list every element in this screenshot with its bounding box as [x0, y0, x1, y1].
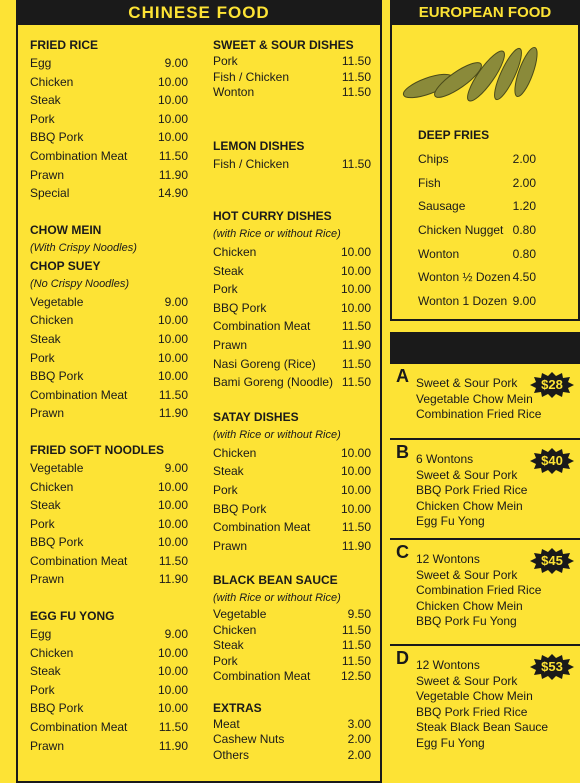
section-heading: BLACK BEAN SAUCE	[213, 573, 338, 588]
menu-item-price: 11.90	[341, 338, 371, 353]
menu-item-price: 10.00	[157, 313, 188, 328]
set-price: $28	[541, 377, 563, 392]
menu-item	[213, 669, 371, 685]
menu-item	[418, 243, 536, 267]
menu-item-price: 10.00	[340, 501, 371, 516]
menu-item	[418, 195, 536, 219]
menu-item-name: Steak	[213, 464, 244, 479]
menu-item-name: Combination Meat	[30, 720, 128, 735]
menu-item-price: 11.50	[341, 319, 371, 334]
menu-item-price: 10.00	[157, 93, 188, 108]
section-heading: EGG FU YONG	[30, 609, 115, 624]
set-item: Sweet & Sour Pork	[416, 567, 518, 582]
menu-item-price: 9.00	[164, 460, 188, 475]
menu-item-name: Special	[30, 186, 70, 201]
menu-item	[30, 386, 188, 405]
set-items	[416, 658, 548, 751]
fried-food-image	[398, 38, 548, 108]
menu-item	[30, 515, 188, 534]
menu-item	[213, 317, 371, 336]
menu-item	[213, 70, 371, 86]
menu-item-price: 3.00	[347, 716, 371, 731]
menu-item-name: Wonton	[213, 85, 255, 99]
menu-item-name: Vegetable	[30, 294, 84, 309]
menu-item	[213, 336, 371, 355]
menu-item-name: Combination Meat	[30, 553, 128, 568]
menu-item	[418, 172, 536, 196]
menu-item-name: Steak	[30, 93, 61, 108]
menu-item-name: Combination Meat	[30, 148, 128, 163]
menu-item-price: 11.90	[158, 406, 188, 421]
menu-item	[213, 481, 371, 500]
set-menu-c	[390, 538, 580, 644]
menu-item-name: Pork	[213, 653, 238, 668]
menu-item-name: Pork	[213, 282, 238, 297]
menu-item-price: 11.50	[341, 85, 371, 99]
menu-item-name: Prawn	[30, 406, 65, 421]
menu-item	[30, 718, 188, 737]
menu-item	[213, 623, 371, 639]
menu-item-name: Prawn	[30, 167, 65, 182]
menu-item-price: 9.00	[164, 627, 188, 642]
menu-item-name: Pork	[30, 516, 55, 531]
menu-item-price: 2.00	[512, 175, 536, 190]
menu-item-price: 11.50	[158, 148, 188, 163]
set-menu-a	[390, 362, 580, 438]
menu-item	[30, 349, 188, 368]
menu-item-price: 10.00	[157, 682, 188, 697]
menu-item	[30, 311, 188, 330]
menu-item	[30, 91, 188, 110]
menu-item-price: 10.00	[157, 111, 188, 126]
menu-item-name: Cashew Nuts	[213, 732, 285, 747]
menu-item	[30, 184, 188, 203]
menu-item-name: Nasi Goreng (Rice)	[213, 356, 316, 371]
set-item: 6 Wontons	[416, 452, 474, 466]
set-item: 12 Wontons	[416, 552, 480, 566]
menu-item-price: 10.00	[157, 369, 188, 384]
menu-item	[30, 293, 188, 312]
set-item: Chicken Chow Mein	[416, 598, 523, 613]
menu-item-name: Steak	[213, 263, 244, 278]
menu-item-name: Fish / Chicken	[213, 69, 290, 84]
menu-item-name: BBQ Pork	[213, 501, 267, 516]
menu-item-name: Chicken Nugget	[418, 223, 504, 238]
menu-item-name: Chicken	[30, 479, 74, 494]
menu-item-price: 11.50	[341, 54, 371, 68]
menu-item	[213, 155, 371, 174]
section-heading: FRIED SOFT NOODLES	[30, 442, 165, 457]
menu-item-price: 11.50	[341, 638, 371, 653]
menu-item-name: Vegetable	[213, 607, 267, 622]
menu-item-name: Wonton 1 Dozen	[418, 294, 508, 309]
menu-item-price: 11.50	[158, 387, 188, 402]
menu-item	[30, 330, 188, 349]
menu-item-price: 10.00	[340, 263, 371, 278]
menu-item-price: 11.50	[341, 156, 371, 171]
chinese-left-column	[30, 36, 188, 755]
menu-item-price: 9.00	[164, 56, 188, 70]
menu-item-price: 10.00	[157, 498, 188, 513]
menu-item-name: Prawn	[213, 538, 248, 553]
menu-item-price: 11.90	[341, 538, 371, 553]
menu-item-price: 10.00	[340, 464, 371, 479]
set-item: Sweet & Sour Pork	[416, 376, 518, 390]
menu-item-price: 2.00	[512, 152, 536, 166]
section-note: (No Crispy Noodles)	[30, 277, 130, 290]
menu-item	[213, 373, 371, 392]
menu-item	[213, 638, 371, 654]
menu-item	[213, 462, 371, 481]
menu-item-price: 11.90	[158, 167, 188, 182]
set-items	[416, 452, 527, 530]
set-items	[416, 552, 541, 630]
menu-item-name: Steak	[213, 638, 244, 653]
menu-item-name: Chicken	[30, 313, 74, 328]
set-item: 12 Wontons	[416, 658, 480, 672]
set-menu-b	[390, 438, 580, 538]
menu-item	[418, 266, 536, 290]
menu-item-price: 11.50	[341, 622, 371, 637]
menu-item	[213, 243, 371, 262]
menu-item	[30, 552, 188, 571]
menu-item-price: 11.90	[158, 738, 188, 753]
menu-item-name: Chicken	[30, 645, 74, 660]
menu-item-name: BBQ Pork	[30, 701, 84, 716]
menu-item-name: Steak	[30, 498, 61, 513]
menu-item	[30, 147, 188, 166]
menu-item-price: 10.00	[157, 479, 188, 494]
menu-item-price: 14.90	[157, 186, 188, 201]
menu-item-price: 11.50	[158, 720, 188, 735]
menu-item	[30, 367, 188, 386]
menu-item	[213, 299, 371, 318]
set-item: Steak Black Bean Sauce	[416, 720, 549, 734]
european-food-header: EUROPEAN FOOD	[390, 0, 580, 25]
menu-item-price: 2.00	[347, 732, 371, 747]
price-burst-badge	[530, 372, 574, 398]
menu-item-name: Chicken	[213, 622, 257, 637]
section-heading: DEEP FRIES	[418, 128, 490, 142]
menu-item-name: Combination Meat	[213, 669, 311, 684]
set-item: Egg Fu Yong	[416, 514, 485, 528]
set-item: Combination Fried Rice	[416, 583, 542, 597]
menu-item	[30, 73, 188, 92]
menu-item	[30, 699, 188, 718]
menu-item	[418, 148, 536, 172]
menu-item	[213, 732, 371, 748]
menu-item-price: 10.00	[340, 300, 371, 315]
set-item: Vegetable Chow Mein	[416, 391, 533, 406]
menu-item-name: BBQ Pork	[30, 130, 84, 145]
menu-item	[213, 54, 371, 70]
menu-item-name: Wonton	[418, 246, 460, 261]
price-burst-badge	[530, 448, 574, 474]
menu-item-price: 10.00	[340, 483, 371, 498]
menu-item	[30, 128, 188, 147]
menu-item-name: Prawn	[213, 338, 248, 353]
menu-item-price: 11.50	[341, 69, 371, 84]
menu-item-price: 11.50	[341, 356, 371, 371]
menu-item-price: 0.80	[512, 223, 536, 238]
menu-item-price: 10.00	[157, 331, 188, 346]
menu-item-price: 10.00	[157, 535, 188, 550]
menu-item-name: Others	[213, 747, 250, 762]
menu-item	[30, 459, 188, 478]
menu-item-price: 4.50	[512, 270, 536, 285]
menu-item	[30, 625, 188, 644]
section-heading: SWEET & SOUR DISHES	[213, 38, 354, 52]
menu-item	[30, 54, 188, 73]
menu-item-name: Steak	[30, 331, 61, 346]
menu-item	[418, 219, 536, 243]
menu-item-price: 1.20	[512, 199, 536, 214]
menu-item	[213, 500, 371, 519]
menu-item-price: 10.00	[157, 74, 188, 89]
menu-item-name: Chicken	[213, 445, 257, 460]
menu-item	[30, 570, 188, 589]
set-item: Egg Fu Yong	[416, 735, 485, 750]
menu-item	[213, 607, 371, 623]
set-item: Chicken Chow Mein	[416, 498, 523, 513]
menu-item-name: Wonton ½ Dozen	[418, 270, 511, 285]
menu-item	[213, 717, 371, 733]
menu-item-price: 11.50	[341, 375, 371, 390]
set-item: Combination Fried Rice	[416, 407, 542, 421]
menu-item-name: Bami Goreng (Noodle)	[213, 375, 334, 390]
section-heading: EXTRAS	[213, 700, 262, 715]
menu-item	[30, 681, 188, 700]
menu-item	[30, 496, 188, 515]
menu-item	[30, 478, 188, 497]
set-item: Sweet & Sour Pork	[416, 673, 518, 688]
menu-item-price: 10.00	[157, 664, 188, 679]
menu-item	[30, 644, 188, 663]
menu-item-name: Chicken	[213, 245, 257, 260]
price-burst-badge	[530, 654, 574, 680]
section-note: (with Rice or without Rice)	[213, 592, 341, 605]
menu-item-name: Meat	[213, 716, 240, 731]
section-heading: HOT CURRY DISHES	[213, 209, 332, 224]
menu-item	[213, 537, 371, 556]
menu-item-price: 10.00	[157, 350, 188, 365]
menu-item	[213, 355, 371, 374]
menu-item-price: 9.00	[512, 294, 536, 309]
menu-item-name: Chips	[418, 152, 449, 166]
menu-item-price: 12.50	[340, 669, 371, 684]
menu-item-name: Pork	[30, 350, 55, 365]
set-letter: D	[396, 648, 409, 668]
price-burst-badge	[530, 548, 574, 574]
menu-item-name: Steak	[30, 664, 61, 679]
menu-item	[213, 748, 371, 764]
set-item: Vegetable Chow Mein	[416, 689, 533, 703]
menu-item-price: 11.50	[158, 553, 188, 568]
menu-item-price: 9.00	[164, 294, 188, 309]
set-item: Sweet & Sour Pork	[416, 467, 518, 482]
menu-item	[418, 290, 536, 314]
menu-item	[213, 85, 371, 101]
set-price: $45	[541, 553, 563, 568]
set-item: BBQ Pork Fried Rice	[416, 483, 528, 497]
menu-item	[30, 110, 188, 129]
set-letter: A	[396, 366, 409, 386]
menu-item	[213, 280, 371, 299]
menu-item-price: 11.90	[158, 572, 188, 587]
set-items	[416, 376, 541, 423]
menu-item-price: 10.00	[340, 445, 371, 460]
set-price: $53	[541, 659, 563, 674]
set-item: BBQ Pork Fried Rice	[416, 704, 528, 719]
menu-item-price: 10.00	[157, 645, 188, 660]
section-heading: CHOP SUEY	[30, 258, 101, 273]
menu-item	[30, 404, 188, 423]
menu-item-name: BBQ Pork	[213, 300, 267, 315]
menu-item-price: 10.00	[340, 282, 371, 297]
menu-item-name: Fish	[418, 175, 441, 190]
menu-item	[30, 533, 188, 552]
menu-item-name: Combination Meat	[30, 387, 128, 402]
menu-item-name: Prawn	[30, 572, 65, 587]
menu-item-name: Combination Meat	[213, 319, 311, 334]
menu-item-name: Prawn	[30, 738, 65, 753]
menu-item-name: Fish / Chicken	[213, 156, 290, 171]
menu-item-name: Egg	[30, 56, 52, 70]
menu-item-price: 11.50	[341, 653, 371, 668]
menu-item-name: Vegetable	[30, 460, 84, 475]
set-letter: B	[396, 442, 409, 462]
menu-item-price: 10.00	[157, 701, 188, 716]
set-menu-d	[390, 644, 580, 768]
menu-item	[213, 262, 371, 281]
menu-item-name: Combination Meat	[213, 520, 311, 535]
menu-item-price: 0.80	[512, 246, 536, 261]
section-note: (With Crispy Noodles)	[30, 241, 137, 254]
menu-item-name: Pork	[30, 111, 55, 126]
menu-item-name: Chicken	[30, 74, 74, 89]
section-heading: SATAY DISHES	[213, 409, 299, 424]
menu-item-name: Pork	[213, 54, 238, 68]
section-heading: CHOW MEIN	[30, 222, 102, 237]
section-note: (with Rice or without Rice)	[213, 228, 341, 241]
chinese-food-header: CHINESE FOOD	[16, 0, 382, 25]
menu-item-price: 11.50	[341, 520, 371, 535]
menu-item-name: Pork	[30, 682, 55, 697]
menu-item-name: BBQ Pork	[30, 535, 84, 550]
menu-item	[213, 444, 371, 463]
menu-item-price: 10.00	[157, 516, 188, 531]
set-price: $40	[541, 453, 563, 468]
set-item: BBQ Pork Fu Yong	[416, 614, 517, 628]
menu-item	[213, 518, 371, 537]
section-note: (with Rice or without Rice)	[213, 428, 341, 441]
deep-fries-list	[418, 126, 536, 314]
menu-item	[30, 737, 188, 756]
section-heading: LEMON DISHES	[213, 138, 305, 153]
menu-item	[30, 166, 188, 185]
menu-item-name: Sausage	[418, 199, 466, 214]
chinese-right-column	[213, 36, 371, 763]
menu-item-price: 10.00	[340, 245, 371, 260]
menu-item-name: BBQ Pork	[30, 369, 84, 384]
menu-item-price: 2.00	[347, 747, 371, 762]
menu-item-price: 10.00	[157, 130, 188, 145]
menu-item-name: Pork	[213, 483, 238, 498]
menu-item	[30, 662, 188, 681]
menu-item	[213, 654, 371, 670]
section-heading: FRIED RICE	[30, 38, 99, 52]
menu-item-price: 9.50	[347, 607, 371, 622]
menu-item-name: Egg	[30, 627, 52, 642]
set-menu-header	[390, 332, 580, 362]
set-letter: C	[396, 542, 409, 562]
